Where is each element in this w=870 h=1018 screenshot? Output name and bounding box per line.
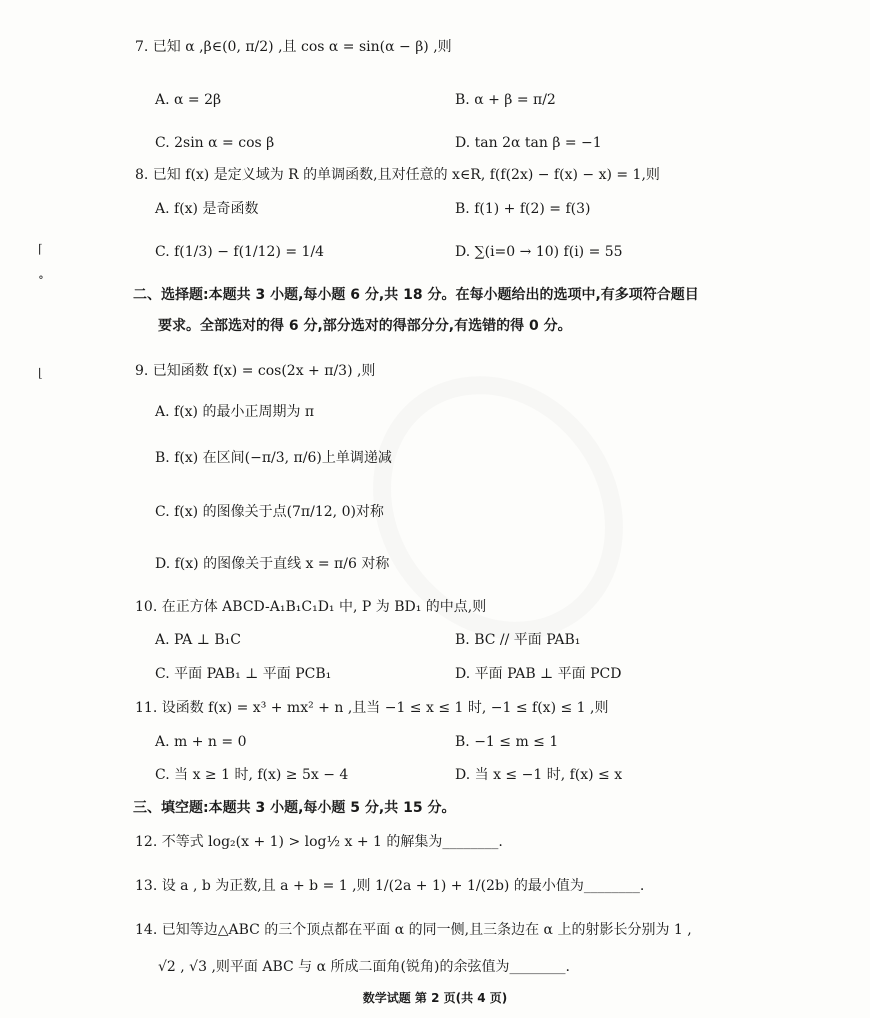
question-11-option-c: C. 当 x ≥ 1 时, f(x) ≥ 5x − 4	[155, 767, 349, 783]
question-14-stem: 14. 已知等边△ABC 的三个顶点都在平面 α 的同一侧,且三条边在 α 上的射影长分别为 1 ,	[135, 922, 692, 938]
question-10-option-b: B. BC // 平面 PAB₁	[455, 632, 581, 648]
question-8-option-c: C. f(1/3) − f(1/12) = 1/4	[155, 244, 325, 260]
question-10-option-d: D. 平面 PAB ⊥ 平面 PCD	[455, 666, 622, 682]
question-9-option-d: D. f(x) 的图像关于直线 x = π/6 对称	[155, 556, 390, 572]
question-10-stem: 10. 在正方体 ABCD-A₁B₁C₁D₁ 中, P 为 BD₁ 的中点,则	[135, 599, 487, 615]
question-7-option-c: C. 2sin α = cos β	[155, 135, 275, 151]
question-9-option-a: A. f(x) 的最小正周期为 π	[155, 404, 315, 420]
question-8-option-b: B. f(1) + f(2) = f(3)	[455, 201, 591, 217]
question-8-option-a: A. f(x) 是奇函数	[155, 201, 259, 217]
question-9-option-b: B. f(x) 在区间(−π/3, π/6)上单调递减	[155, 450, 392, 466]
section-3-heading: 三、填空题:本题共 3 小题,每小题 5 分,共 15 分。	[133, 800, 456, 816]
question-11-stem: 11. 设函数 f(x) = x³ + mx² + n ,且当 −1 ≤ x ≤ 1 时, −1 ≤ f(x) ≤ 1 ,则	[135, 700, 609, 716]
question-11-option-a: A. m + n = 0	[155, 734, 247, 750]
margin-mark-glyph: ⌊	[38, 366, 43, 380]
question-12-stem: 12. 不等式 log₂(x + 1) > log½ x + 1 的解集为________.	[135, 834, 503, 850]
question-8-stem: 8. 已知 f(x) 是定义域为 R 的单调函数,且对任意的 x∈R, f(f(2x) − f(x) − x) = 1,则	[135, 167, 660, 183]
question-10-option-c: C. 平面 PAB₁ ⊥ 平面 PCB₁	[155, 666, 332, 682]
question-7-option-a: A. α = 2β	[155, 92, 222, 108]
question-9-option-c: C. f(x) 的图像关于点(7π/12, 0)对称	[155, 504, 384, 520]
section-2-instructions: 要求。全部选对的得 6 分,部分选对的得部分分,有选错的得 0 分。	[158, 318, 572, 334]
question-7-option-d: D. tan 2α tan β = −1	[455, 135, 602, 151]
question-7-option-b: B. α + β = π/2	[455, 92, 556, 108]
question-10-option-a: A. PA ⊥ B₁C	[155, 632, 241, 648]
section-2-heading: 二、选择题:本题共 3 小题,每小题 6 分,共 18 分。在每小题给出的选项中,有多项符合题目	[133, 287, 699, 303]
question-11-option-b: B. −1 ≤ m ≤ 1	[455, 734, 559, 750]
question-9-stem: 9. 已知函数 f(x) = cos(2x + π/3) ,则	[135, 363, 376, 379]
page-footer: 数学试题 第 2 页(共 4 页)	[362, 991, 508, 1005]
question-14-continuation: √2 , √3 ,则平面 ABC 与 α 所成二面角(锐角)的余弦值为________.	[158, 959, 570, 975]
question-11-option-d: D. 当 x ≤ −1 时, f(x) ≤ x	[455, 767, 623, 783]
margin-mark-bracket: ⌈	[38, 242, 43, 256]
question-7-stem: 7. 已知 α ,β∈(0, π/2) ,且 cos α = sin(α − β) ,则	[135, 39, 452, 55]
question-8-option-d: D. ∑(i=0 → 10) f(i) = 55	[455, 244, 623, 260]
question-13-stem: 13. 设 a , b 为正数,且 a + b = 1 ,则 1/(2a + 1) + 1/(2b) 的最小值为________.	[135, 878, 645, 894]
margin-mark-dot: ∘	[38, 270, 44, 284]
